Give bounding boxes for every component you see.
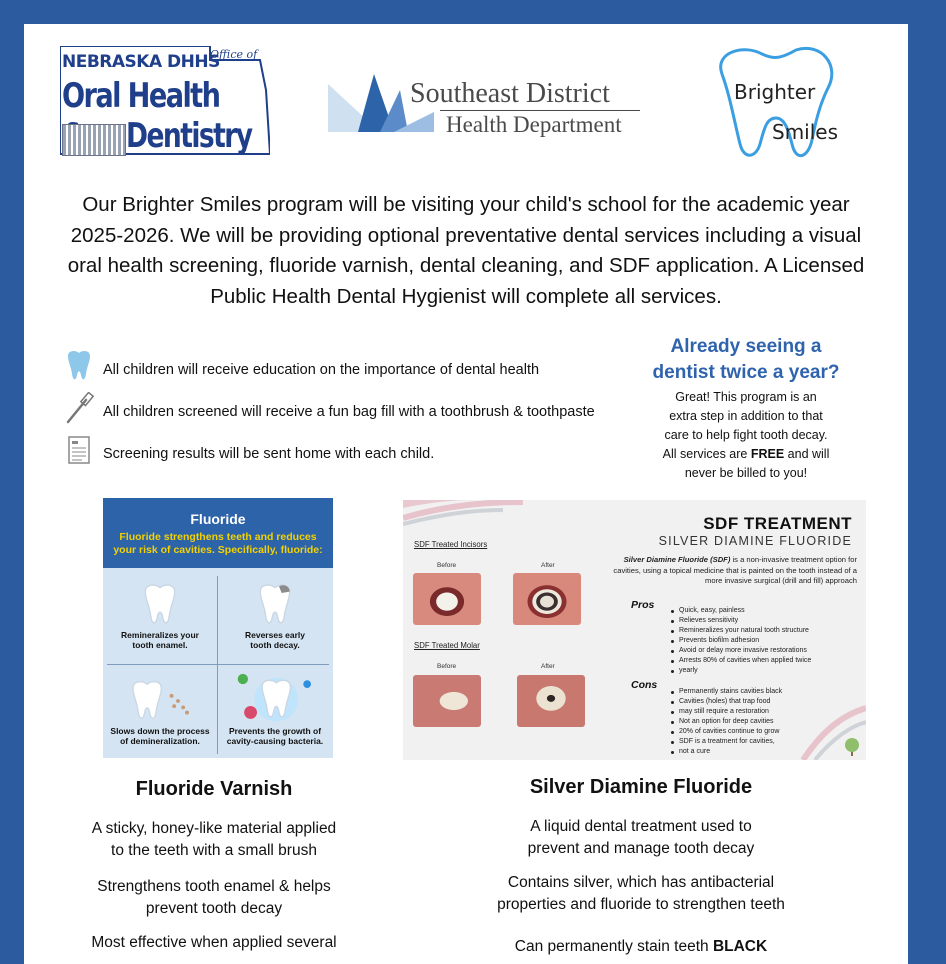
fluoride-cell-caption: Prevents the growth of cavity-causing bacteria.	[226, 726, 324, 746]
tree-icon	[841, 736, 863, 758]
varnish-paragraph: Strengthens tooth enamel & helps prevent tooth decay	[97, 878, 331, 917]
cons-list	[670, 687, 782, 757]
nebraska-logo-top: NEBRASKA DHHS	[62, 52, 220, 72]
pros-item: Arrests 80% of cavities when applied twice	[670, 656, 811, 666]
fluoride-card-header	[103, 498, 333, 568]
fluoride-cell-caption: Remineralizes your tooth enamel.	[121, 630, 199, 650]
fluoride-cell-slow-demineralization	[103, 678, 217, 746]
tooth-outline-icon	[704, 44, 844, 164]
nebraska-logo-line1: Oral Health	[62, 76, 220, 116]
pros-item: Prevents biofilm adhesion	[670, 636, 811, 646]
southeast-logo-line1: Southeast District	[410, 78, 610, 109]
sdf-section-title: Silver Diamine Fluoride	[529, 776, 753, 798]
toothbrush-icon	[64, 392, 94, 424]
bullet-text: Screening results will be sent home with each child.	[103, 446, 435, 462]
cons-item: Not an option for deep cavities	[670, 717, 782, 727]
varnish-paragraph: Most effective when applied several	[91, 934, 337, 951]
sdf-paragraph: Can permanently stain teeth BLACK	[514, 938, 768, 955]
card-divider	[107, 664, 329, 665]
incisors-label: SDF Treated Incisors	[414, 540, 488, 549]
pros-item: Quick, easy, painless	[670, 606, 811, 616]
molar-after-photo	[517, 675, 585, 727]
fluoride-cell-prevent-bacteria	[218, 670, 332, 746]
fluoride-info-card	[103, 498, 333, 758]
already-seeing-dentist-box	[636, 334, 856, 483]
sdf-paragraph: Contains silver, which has antibacterial properties and fluoride to strengthen teeth	[497, 874, 785, 913]
before-label: Before	[437, 562, 457, 569]
nebraska-logo-pattern	[62, 124, 126, 156]
after-label: After	[541, 663, 555, 670]
cons-item: SDF is a treatment for cavities,	[670, 737, 782, 747]
sidebox-heading: Already seeing a dentist twice a year?	[652, 336, 840, 383]
nebraska-dhhs-logo	[60, 46, 270, 158]
pros-label: Pros	[631, 599, 655, 611]
before-label: Before	[437, 663, 457, 670]
tooth-particles-icon	[115, 678, 205, 724]
cons-item: 20% of cavities continue to grow	[670, 727, 782, 737]
nebraska-logo-office: Office of	[210, 48, 258, 61]
pros-item: yearly	[670, 666, 811, 676]
healthy-tooth-icon	[140, 582, 180, 628]
pros-list	[670, 606, 811, 676]
document-icon	[64, 434, 94, 466]
brighter-smiles-line2: Smiles	[772, 120, 839, 144]
molar-label: SDF Treated Molar	[414, 641, 480, 650]
fluoride-cell-reverse-decay	[218, 582, 332, 650]
southeast-logo-divider	[440, 110, 640, 111]
fluoride-varnish-section	[64, 778, 364, 951]
fluoride-cell-remineralize	[103, 582, 217, 650]
fluoride-card-subtitle: Fluoride strengthens teeth and reduces your risk of cavities. Specifically, fluoride:	[113, 531, 323, 556]
bullet-text: All children screened will receive a fun bag fill with a toothbrush & toothpaste	[103, 404, 595, 420]
pros-item: Avoid or delay more invasive restorations	[670, 646, 811, 656]
molar-before-photo	[413, 675, 481, 727]
sidebox-text: Great! This program is an extra step in addition to that care to help fight tooth decay. All services are FREE and will never be billed to you!	[662, 390, 830, 480]
southeast-logo-line2: Health Department	[446, 112, 622, 137]
varnish-paragraph: A sticky, honey-like material applied to the teeth with a small brush	[91, 820, 337, 859]
flyer-page	[24, 24, 908, 964]
incisors-after-photo	[513, 573, 581, 625]
pros-item: Remineralizes your natural tooth structure	[670, 626, 811, 636]
fluoride-varnish-title: Fluoride Varnish	[135, 778, 293, 800]
after-label: After	[541, 562, 555, 569]
brighter-smiles-line1: Brighter	[734, 80, 816, 104]
fluoride-card-title: Fluoride	[190, 511, 246, 527]
southeast-district-logo	[328, 72, 648, 142]
silver-diamine-fluoride-section	[461, 776, 821, 955]
sdf-paragraph: A liquid dental treatment used to prevent and manage tooth decay	[527, 818, 755, 857]
bullet-text: All children will receive education on the importance of dental health	[103, 362, 540, 378]
sdf-card-description: Silver Diamine Fluoride (SDF) is a non-invasive treatment option for cavities, using a topical medicine that is painted on the tooth instead of a more invasive surgical (drill and fill) approach	[613, 555, 857, 585]
fluoride-cell-caption: Reverses early tooth decay.	[244, 630, 306, 650]
fluoride-cell-caption: Slows down the process of demineralization.	[110, 726, 210, 746]
protected-tooth-icon	[230, 670, 320, 724]
cons-item: Permanently stains cavities black	[670, 687, 782, 697]
incisors-before-photo	[413, 573, 481, 625]
cons-item: not a cure	[670, 747, 782, 757]
sdf-card-title: SDF TREATMENT	[703, 514, 852, 533]
sdf-treatment-card	[403, 500, 866, 760]
cons-item: Cavities (holes) that trap food	[670, 697, 782, 707]
cons-item: may still require a restoration	[670, 707, 782, 717]
intro-paragraph: Our Brighter Smiles program will be visiting your child's school for the academic year 2025-2026. We will be providing optional preventative dental services including a visual oral health screening, fluoride varnish, dental cleaning, and SDF application. A Licensed Public Health Dental Hygienist will complete all services.	[67, 193, 865, 308]
pros-item: Relieves sensitivity	[670, 616, 811, 626]
cons-label: Cons	[631, 679, 658, 691]
nebraska-logo-line2: Dentistry	[126, 116, 252, 156]
decayed-tooth-icon	[255, 582, 295, 628]
brighter-smiles-logo	[704, 44, 844, 164]
sdf-card-subtitle: SILVER DIAMINE FLUORIDE	[658, 534, 852, 548]
tooth-icon	[64, 350, 94, 382]
